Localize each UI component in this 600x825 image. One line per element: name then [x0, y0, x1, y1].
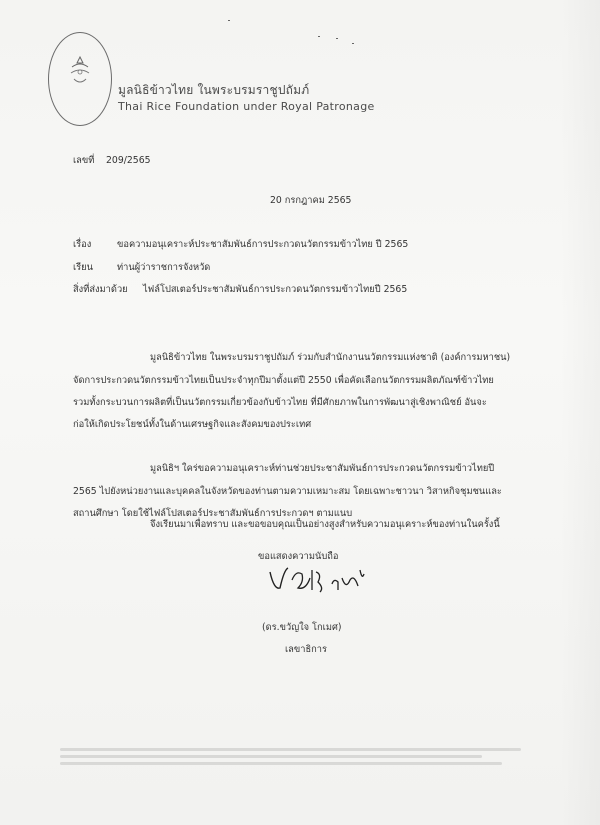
- org-name-thai: มูลนิธิข้าวไทย ในพระบรมราชูปถัมภ์: [118, 83, 310, 97]
- foundation-seal-icon: [48, 32, 112, 126]
- handwritten-signature: [262, 560, 370, 600]
- paragraph-1-line: จัดการประกวดนวัตกรรมข้าวไทยเป็นประจำทุกปีมาตั้งแต่ปี 2550 เพื่อคัดเลือกนวัตกรรมผลิตภัณฑ์ข้าวไทย: [73, 375, 494, 386]
- paragraph-2-line: 2565 ไปยังหน่วยงานและบุคคลในจังหวัดของท่านตามความเหมาะสม โดยเฉพาะชาวนา วิสาหกิจชุมชนและ: [73, 486, 502, 497]
- paragraph-1-line: มูลนิธิข้าวไทย ในพระบรมราชูปถัมภ์ ร่วมกับสำนักงานนวัตกรรมแห่งชาติ (องค์การมหาชน): [150, 352, 511, 363]
- org-name-english: Thai Rice Foundation under Royal Patronage: [118, 100, 375, 113]
- enclosure-value: ไฟล์โปสเตอร์ประชาสัมพันธ์การประกวดนวัตกรรมข้าวไทยปี 2565: [143, 284, 408, 295]
- recipient-value: ท่านผู้ว่าราชการจังหวัด: [117, 262, 211, 273]
- letter-number-value: 209/2565: [106, 155, 151, 166]
- paragraph-1-line: ก่อให้เกิดประโยชน์ทั้งในด้านเศรษฐกิจและสังคมของประเทศ: [73, 419, 312, 430]
- footer-contact-block: [60, 748, 540, 778]
- salutation: ขอแสดงความนับถือ: [258, 551, 339, 562]
- closing-line: จึงเรียนมาเพื่อทราบ และขอขอบคุณเป็นอย่างสูงสำหรับความอนุเคราะห์ของท่านในครั้งนี้: [150, 519, 500, 530]
- letter-date: 20 กรกฎาคม 2565: [270, 195, 352, 206]
- paragraph-2-line: สถานศึกษา โดยใช้ไฟล์โปสเตอร์ประชาสัมพันธ์การประกวดฯ ตามแนบ: [73, 508, 353, 519]
- signer-title: เลขาธิการ: [285, 644, 327, 655]
- paragraph-1-line: รวมทั้งกระบวนการผลิตที่เป็นนวัตกรรมเกี่ยวข้องกับข้าวไทย ที่มีศักยภาพในการพัฒนาสู่เชิงพาณิชย์ อันจะ: [73, 397, 487, 408]
- subject-value: ขอความอนุเคราะห์ประชาสัมพันธ์การประกวดนวัตกรรมข้าวไทย ปี 2565: [117, 239, 409, 250]
- recipient-label: เรียน: [73, 262, 93, 273]
- paragraph-2-line: มูลนิธิฯ ใคร่ขอความอนุเคราะห์ท่านช่วยประชาสัมพันธ์การประกวดนวัตกรรมข้าวไทยปี: [150, 463, 495, 474]
- letter-number-label: เลขที่: [73, 155, 95, 166]
- subject-label: เรื่อง: [73, 239, 92, 250]
- signer-name: (ดร.ขวัญใจ โกเมศ): [262, 622, 342, 633]
- enclosure-label: สิ่งที่ส่งมาด้วย: [73, 284, 128, 295]
